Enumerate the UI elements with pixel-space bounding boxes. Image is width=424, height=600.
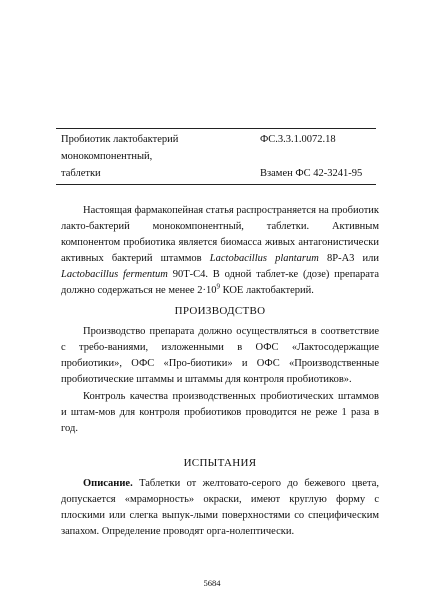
production-heading: ПРОИЗВОДСТВО <box>174 305 266 317</box>
tests-heading: ИСПЫТАНИЯ <box>183 457 257 469</box>
production-text-1: Производство препарата должно осуществляться в соответствие с требо-ваниями, изложенными в ОФС «Лактосодержащие пробиотики», ОФС «Про-биотики» и ОФС «Производственные пробиотические штаммы и штаммы для контроля пробиотиков». <box>61 326 379 385</box>
intro-text-1: Настоящая фармакопейная статья распространяется на пробиотик лакто-бактерий монокомпонентный, таблетки. Активным компонентом пробиотика является биомасса живых антагонистически активных бактерий штаммов <box>61 205 379 264</box>
header-bottom-rule <box>56 184 376 185</box>
product-name-line-2: монокомпонентный, <box>61 151 153 162</box>
intro-text-2: 8Р-А3 или <box>318 253 380 264</box>
monograph-code: ФС.3.3.1.0072.18 <box>260 134 336 145</box>
production-text-2: Контроль качества производственных пробиотических штаммов и штам-мов для контроля пробиотиков проводится не реже 1 раза в год. <box>61 391 379 434</box>
intro-text-3: 90Т-С4. В одной таблет-ке (дозе) препарата должно содержаться не менее 2·10 <box>61 269 379 296</box>
description-paragraph <box>61 476 379 540</box>
production-paragraph-1 <box>61 324 379 388</box>
species-name-1: Lactobacillus plantarum <box>209 253 319 264</box>
exponent: 9 <box>216 282 220 291</box>
page-number: 5684 <box>203 578 221 588</box>
intro-paragraph <box>61 203 379 299</box>
product-name-line-1: Пробиотик лактобактерий <box>61 134 179 145</box>
production-paragraph-2 <box>61 389 379 437</box>
product-name-line-3: таблетки <box>61 168 101 179</box>
header-top-rule <box>56 128 376 129</box>
replaces-code: Взамен ФС 42-3241-95 <box>260 168 363 179</box>
description-text: Таблетки от желтовато-серого до бежевого цвета, допускается «мраморность» окраски, имеют круглую форму с плоскими или слегка выпук-лыми поверхностями со специфическим запахом. Определение проводят орга-нолептически. <box>61 478 379 537</box>
description-label: Описание. <box>83 478 133 489</box>
intro-text-4: КОЕ лактобактерий. <box>219 285 314 296</box>
species-name-2: Lactobacillus fermentum <box>61 269 168 280</box>
